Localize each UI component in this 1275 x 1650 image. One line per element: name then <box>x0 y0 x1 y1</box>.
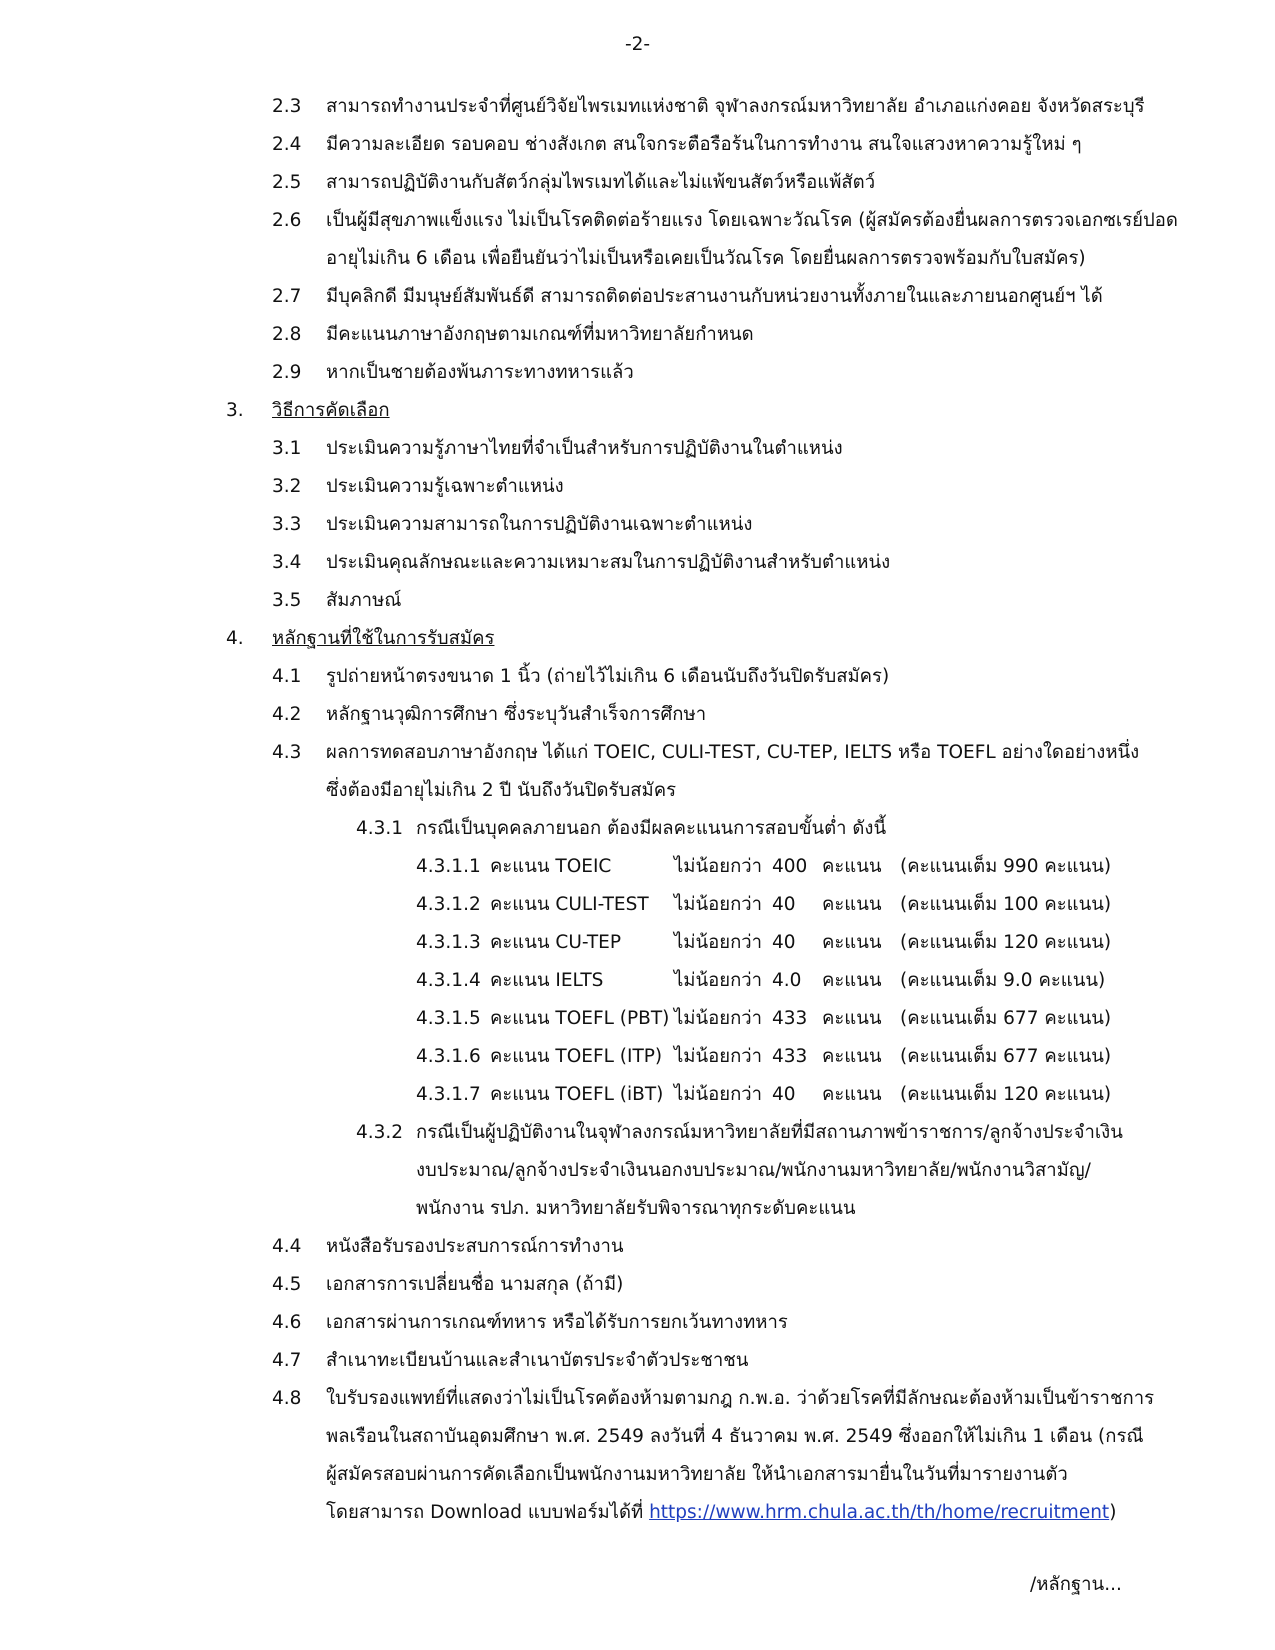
score-test: คะแนน CULI-TEST <box>490 894 649 915</box>
item-number: 4.1 <box>272 666 302 687</box>
score-min-label: ไม่น้อยกว่า <box>674 1008 763 1029</box>
section-heading: วิธีการคัดเลือก <box>272 400 390 421</box>
item-text: สามารถทำงานประจำที่ศูนย์วิจัยไพรเมทแห่งชาติ จุฬาลงกรณ์มหาวิทยาลัย อำเภอแก่งคอย จังหวัดสระบุรี <box>326 96 1145 117</box>
item-number: 4.2 <box>272 704 302 725</box>
item-number: 4.6 <box>272 1312 302 1333</box>
item-text-continued: พลเรือนในสถาบันอุดมศึกษา พ.ศ. 2549 ลงวันที่ 4 ธันวาคม พ.ศ. 2549 ซึ่งออกให้ไม่เกิน 1 เดือน (กรณี <box>326 1426 1144 1447</box>
score-full: (คะแนนเต็ม 120 คะแนน) <box>900 932 1112 953</box>
subitem-text-continued: พนักงาน รปภ. มหาวิทยาลัยรับพิจารณาทุกระดับคะแนน <box>416 1198 856 1219</box>
download-suffix: ) <box>1109 1502 1117 1523</box>
score-min: 433 <box>772 1046 808 1067</box>
item-text: ประเมินความสามารถในการปฏิบัติงานเฉพาะตำแหน่ง <box>326 514 753 535</box>
score-full: (คะแนนเต็ม 9.0 คะแนน) <box>900 970 1106 991</box>
item-text: หลักฐานวุฒิการศึกษา ซึ่งระบุวันสำเร็จการศึกษา <box>326 704 707 725</box>
score-test: คะแนน TOEFL (iBT) <box>490 1084 664 1105</box>
section-number: 3. <box>226 400 244 421</box>
item-number: 3.4 <box>272 552 302 573</box>
item-text-continued <box>326 1500 1116 1526</box>
score-unit: คะแนน <box>822 1046 882 1067</box>
item-number: 2.9 <box>272 362 302 383</box>
score-unit: คะแนน <box>822 856 882 877</box>
download-prefix: โดยสามารถ Download แบบฟอร์มได้ที่ <box>326 1502 650 1523</box>
score-min: 4.0 <box>772 970 802 991</box>
score-min-label: ไม่น้อยกว่า <box>674 856 763 877</box>
score-full: (คะแนนเต็ม 990 คะแนน) <box>900 856 1112 877</box>
item-number: 3.2 <box>272 476 302 497</box>
item-number: 3.5 <box>272 590 302 611</box>
score-number: 4.3.1.7 <box>416 1084 481 1105</box>
score-test: คะแนน TOEFL (PBT) <box>490 1008 670 1029</box>
item-text-continued: ซึ่งต้องมีอายุไม่เกิน 2 ปี นับถึงวันปิดรับสมัคร <box>326 780 677 801</box>
score-number: 4.3.1.1 <box>416 856 481 877</box>
item-number: 4.3 <box>272 742 302 763</box>
score-number: 4.3.1.6 <box>416 1046 481 1067</box>
item-number: 4.4 <box>272 1236 302 1257</box>
item-number: 2.8 <box>272 324 302 345</box>
score-min-label: ไม่น้อยกว่า <box>674 894 763 915</box>
item-number: 2.5 <box>272 172 302 193</box>
score-number: 4.3.1.5 <box>416 1008 481 1029</box>
score-test: คะแนน IELTS <box>490 970 604 991</box>
score-min: 40 <box>772 932 796 953</box>
item-number: 2.4 <box>272 134 302 155</box>
score-full: (คะแนนเต็ม 120 คะแนน) <box>900 1084 1112 1105</box>
item-number: 4.7 <box>272 1350 302 1371</box>
score-number: 4.3.1.4 <box>416 970 481 991</box>
page-number: -2- <box>624 34 651 55</box>
score-test: คะแนน TOEFL (ITP) <box>490 1046 663 1067</box>
score-min: 40 <box>772 1084 796 1105</box>
subitem-text-continued: งบประมาณ/ลูกจ้างประจำเงินนอกงบประมาณ/พนักงานมหาวิทยาลัย/พนักงานวิสามัญ/ <box>416 1160 1091 1181</box>
item-text: มีคะแนนภาษาอังกฤษตามเกณฑ์ที่มหาวิทยาลัยกำหนด <box>326 324 754 345</box>
item-number: 3.1 <box>272 438 302 459</box>
item-text: ผลการทดสอบภาษาอังกฤษ ได้แก่ TOEIC, CULI-TEST, CU-TEP, IELTS หรือ TOEFL อย่างใดอย่างหนึ่ง <box>326 742 1140 763</box>
subitem-number: 4.3.1 <box>356 818 404 839</box>
score-min-label: ไม่น้อยกว่า <box>674 1046 763 1067</box>
item-text: เป็นผู้มีสุขภาพแข็งแรง ไม่เป็นโรคติดต่อร้ายแรง โดยเฉพาะวัณโรค (ผู้สมัครต้องยื่นผลการตรวจเอกซเรย์ปอด <box>326 210 1178 231</box>
continuation-footer: /หลักฐาน... <box>1030 1574 1122 1595</box>
item-text: สำเนาทะเบียนบ้านและสำเนาบัตรประจำตัวประชาชน <box>326 1350 749 1371</box>
score-min-label: ไม่น้อยกว่า <box>674 1084 763 1105</box>
section-heading: หลักฐานที่ใช้ในการรับสมัคร <box>272 628 495 649</box>
item-text: มีบุคลิกดี มีมนุษย์สัมพันธ์ดี สามารถติดต่อประสานงานกับหน่วยงานทั้งภายในและภายนอกศูนย์ฯ ได้ <box>326 286 1103 307</box>
subitem-number: 4.3.2 <box>356 1122 404 1143</box>
score-unit: คะแนน <box>822 894 882 915</box>
item-text-continued: อายุไม่เกิน 6 เดือน เพื่อยืนยันว่าไม่เป็นหรือเคยเป็นวัณโรค โดยยื่นผลการตรวจพร้อมกับใบสมัคร) <box>326 248 1086 269</box>
score-full: (คะแนนเต็ม 100 คะแนน) <box>900 894 1112 915</box>
score-unit: คะแนน <box>822 1084 882 1105</box>
item-number: 2.6 <box>272 210 302 231</box>
item-number: 2.7 <box>272 286 302 307</box>
subitem-text: กรณีเป็นผู้ปฏิบัติงานในจุฬาลงกรณ์มหาวิทยาลัยที่มีสถานภาพข้าราชการ/ลูกจ้างประจำเงิน <box>416 1122 1123 1143</box>
score-full: (คะแนนเต็ม 677 คะแนน) <box>900 1008 1112 1029</box>
item-text: เอกสารการเปลี่ยนชื่อ นามสกุล (ถ้ามี) <box>326 1274 624 1295</box>
item-text: สามารถปฏิบัติงานกับสัตว์กลุ่มไพรเมทได้และไม่แพ้ขนสัตว์หรือแพ้สัตว์ <box>326 172 876 193</box>
score-number: 4.3.1.3 <box>416 932 481 953</box>
section-number: 4. <box>226 628 244 649</box>
item-text-continued: ผู้สมัครสอบผ่านการคัดเลือกเป็นพนักงานมหาวิทยาลัย ให้นำเอกสารมายื่นในวันที่มารายงานตัว <box>326 1464 1068 1485</box>
item-text: ประเมินคุณลักษณะและความเหมาะสมในการปฏิบัติงานสำหรับตำแหน่ง <box>326 552 891 573</box>
score-unit: คะแนน <box>822 932 882 953</box>
score-full: (คะแนนเต็ม 677 คะแนน) <box>900 1046 1112 1067</box>
score-number: 4.3.1.2 <box>416 894 481 915</box>
item-number: 4.5 <box>272 1274 302 1295</box>
item-text: เอกสารผ่านการเกณฑ์ทหาร หรือได้รับการยกเว้นทางทหาร <box>326 1312 788 1333</box>
item-number: 4.8 <box>272 1388 302 1409</box>
score-test: คะแนน TOEIC <box>490 856 612 877</box>
score-unit: คะแนน <box>822 970 882 991</box>
subitem-text: กรณีเป็นบุคคลภายนอก ต้องมีผลคะแนนการสอบขั้นต่ำ ดังนี้ <box>416 818 887 839</box>
score-min: 400 <box>772 856 808 877</box>
item-number: 3.3 <box>272 514 302 535</box>
score-unit: คะแนน <box>822 1008 882 1029</box>
score-min: 40 <box>772 894 796 915</box>
item-text: มีความละเอียด รอบคอบ ช่างสังเกต สนใจกระตือรือร้นในการทำงาน สนใจแสวงหาความรู้ใหม่ ๆ <box>326 134 1082 155</box>
item-text: ใบรับรองแพทย์ที่แสดงว่าไม่เป็นโรคต้องห้ามตามกฎ ก.พ.อ. ว่าด้วยโรคที่มีลักษณะต้องห้ามเป็นข้าราชการ <box>326 1388 1155 1409</box>
item-text: หนังสือรับรองประสบการณ์การทำงาน <box>326 1236 624 1257</box>
item-text: ประเมินความรู้เฉพาะตำแหน่ง <box>326 476 564 497</box>
score-min-label: ไม่น้อยกว่า <box>674 970 763 991</box>
item-text: ประเมินความรู้ภาษาไทยที่จำเป็นสำหรับการปฏิบัติงานในตำแหน่ง <box>326 438 843 459</box>
item-number: 2.3 <box>272 96 302 117</box>
item-text: หากเป็นชายต้องพ้นภาระทางทหารแล้ว <box>326 362 634 383</box>
score-min: 433 <box>772 1008 808 1029</box>
recruitment-link[interactable]: https://www.hrm.chula.ac.th/th/home/recruitment <box>649 1502 1110 1523</box>
item-text: สัมภาษณ์ <box>326 590 402 611</box>
score-min-label: ไม่น้อยกว่า <box>674 932 763 953</box>
item-text: รูปถ่ายหน้าตรงขนาด 1 นิ้ว (ถ่ายไว้ไม่เกิน 6 เดือนนับถึงวันปิดรับสมัคร) <box>326 666 890 687</box>
score-test: คะแนน CU-TEP <box>490 932 621 953</box>
